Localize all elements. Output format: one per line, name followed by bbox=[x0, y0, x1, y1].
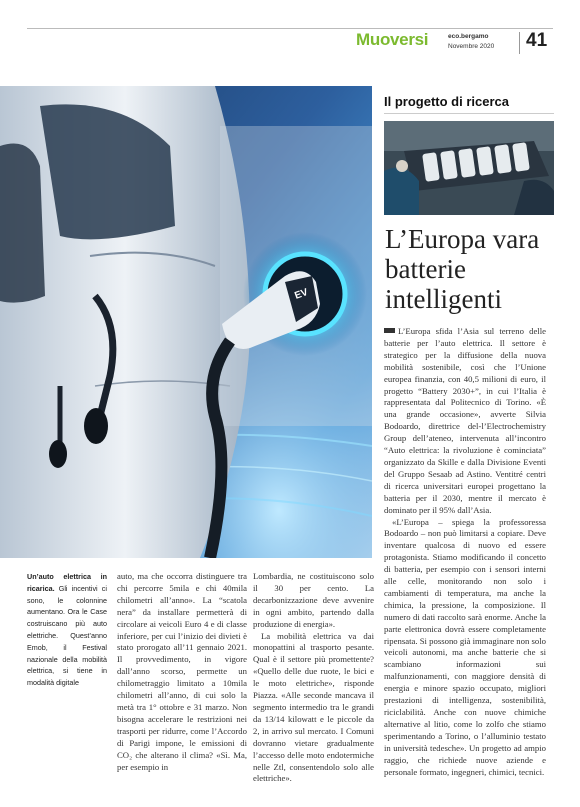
article-headline: L’Europa vara batterie intelligenti bbox=[385, 224, 540, 314]
publication-name: eco.bergamo bbox=[448, 33, 489, 40]
caption-text: Gli incentivi ci sono, le colonnine aumentano. Ora le Case costruiscano più auto elettriche. Quest’anno Emob, il Festival nazionale della mobilità elettrica, si tiene in modalità digitale bbox=[27, 583, 107, 688]
body-column-2 bbox=[253, 571, 374, 785]
bullet-mark bbox=[384, 328, 395, 333]
caption-lead: Un’auto elettrica in ricarica. bbox=[27, 572, 107, 593]
box-rule bbox=[384, 113, 554, 114]
body-paragraph: La mobilità elettrica va dai monopattini al trasporto pesante. Qual è il settore più promettente? «Quello delle due ruote, le bici e le moto elettriche», risponde Piazza. «Alle seconde mancava il segmento intermedio tra le grandi da 13/14 kilowatt e le piccole da 2, in arrivo sul mercato. I Comuni dovranno vietare gradualmente l’accesso delle moto endotermiche nelle Ztl, consentendolo solo alle elettriche». bbox=[253, 630, 374, 784]
article-paragraph: «L’Europa – spiega la professoressa Bodoardo – non può limitarsi a copiare. Deve inventare qualcosa di nuovo ed essere protagonista. Stiamo modificando il concetto di batteria, per esempio con i sensori interni alle celle, monitorando non solo i cambiamenti di temperatura, ma anche la chimica, la pressione, la composizione. Il numero di dati raccolto sarà enorme. Anche la parte elettronica dovrà essere completamente ripensata. Si possono già immaginare non solo veicoli autonomi, ma anche batterie che si scambiano informazioni sui malfunzionamenti, con maggiore densità di energia e minore spazio occupato, migliori prestazioni di intelligenza, sostenibilità, riciclabilità. Anche con nuove chimiche alternative al litio, come lo zolfo che stiamo sperimentando a Torino, o l’alluminio testato in università tedesche». Un progetto ad ampio raggio, che richiede nuove aziende e personale formato, ingegneri, chimici, tecnici. bbox=[384, 516, 546, 777]
section-title: Muoversi bbox=[356, 30, 429, 49]
page-number: 41 bbox=[526, 30, 548, 51]
issue-date: Novembre 2020 bbox=[448, 43, 495, 50]
battery-lab-photo bbox=[384, 121, 554, 215]
body-column-1: auto, ma che occorra distinguere tra chi percorre 5mila e chi 40mila chilometri all’anno». La “scatola nera” da installare permetterà di circolare ai veicoli Euro 4 e di classe inferiore, per cui l’inizio dei divieti è stato prorogato all’11 gennaio 2021. Il provvedimento, in vigore dall’anno scorso, permette un chilometraggio limitato a 10mila chilometri all’anno, di cui solo la metà tra 1° ottobre e 31 marzo. Non bisogna accelerare le restrizioni nei trasporti per ridurre, come l’Accordo di Parigi impone, le emissioni di CO₂ che alterano il clima? «Sì. Ma, per esempio in bbox=[117, 571, 247, 772]
header-rule bbox=[27, 28, 553, 29]
photo-caption bbox=[27, 571, 107, 689]
body-paragraph: Lombardia, ne costituiscono solo il 30 per cento. La decarbonizzazione deve avvenire in ogni ambito, partendo dalla produzione di energia». bbox=[253, 571, 374, 629]
header-separator bbox=[519, 32, 520, 54]
ev-label: EV bbox=[293, 286, 310, 302]
ev-charging-photo bbox=[0, 86, 372, 558]
box-kicker: Il progetto di ricerca bbox=[384, 94, 509, 109]
article-paragraph: L’Europa sfida l’Asia sul terreno delle batterie per l’auto elettrica. Il settore è strategico per la diffusione della nuova mobilità sostenibile, così che l’Unione europea finanzia, con 40,5 milioni di euro, il progetto “Battery 2030+”, in cui l’Italia è rappresentata dal Politecnico di Torino. «È una grande occasione», avverte Silvia Bodoardo, direttrice del-l’Electrochemistry Group dell’ateneo, intervenuta all’incontro “Auto elettrica: la rivoluzione è cominciata” organizzato da Skille e dalla Divisione Eventi del Gruppo Sesaab ad Astino. Ventitré centri di ricerca universitari europei progettano la batteria per il 2030, mentre il mercato è dominato per il 95% dall’Asia. bbox=[384, 326, 546, 515]
article-body bbox=[384, 326, 546, 778]
